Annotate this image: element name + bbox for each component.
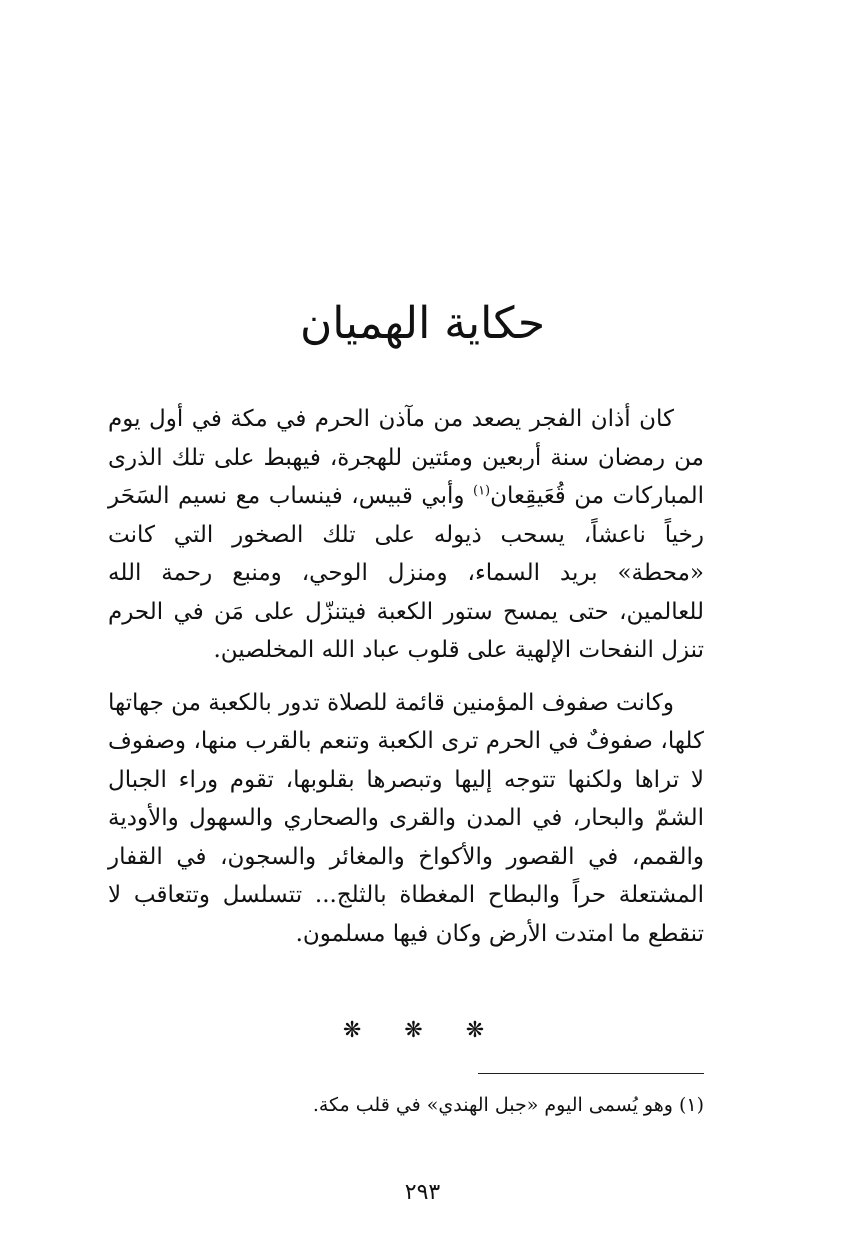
section-separator: ❋ ❋ ❋ xyxy=(342,1018,503,1043)
paragraph-1 xyxy=(108,400,704,670)
paragraph-1-text-after-note: وأبي قبيس، فينساب مع نسيم السَحَر رخياً ناعشاً، يسحب ذيوله على تلك الصخور التي كانت «محطة» بريد السماء، ومنزل الوحي، ومنبع رحمة الله للعالمين، حتى يمسح ستور الكعبة فيتنزّل على مَن في الحرم تنزل النفحات الإلهية على قلوب عباد الله المخلصين. xyxy=(108,483,704,663)
footnote-divider xyxy=(478,1073,704,1074)
footnote: (١) وهو يُسمى اليوم «جبل الهندي» في قلب مكة. xyxy=(312,1094,704,1116)
chapter-title: حكاية الهميان xyxy=(299,298,546,349)
page-number: ٢٩٣ xyxy=(404,1180,441,1205)
paragraph-1-text-before-note: كان أذان الفجر يصعد من مآذن الحرم في مكة في أول يوم من رمضان سنة أربعين ومئتين للهجرة، فيهبط على تلك الذرى المباركات من قُعَيقِعان xyxy=(108,406,704,509)
footnote-marker: (١) xyxy=(472,483,491,499)
chapter-body xyxy=(108,400,704,953)
paragraph-2: وكانت صفوف المؤمنين قائمة للصلاة تدور بالكعبة من جهاتها كلها، صفوفٌ في الحرم ترى الكعبة وتنعم بالقرب منها، وصفوف لا تراها ولكنها تتوجه إليها وتبصرها بقلوبها، تقوم وراء الجبال الشمّ والبحار، في المدن والقرى والصحاري والسهول والأودية والقمم، في القصور والأكواخ والمغائر والسجون، في القفار المشتعلة حراً والبطاح المغطاة بالثلج... تتسلسل وتتعاقب لا تنقطع ما امتدت الأرض وكان فيها مسلمون. xyxy=(108,689,704,947)
